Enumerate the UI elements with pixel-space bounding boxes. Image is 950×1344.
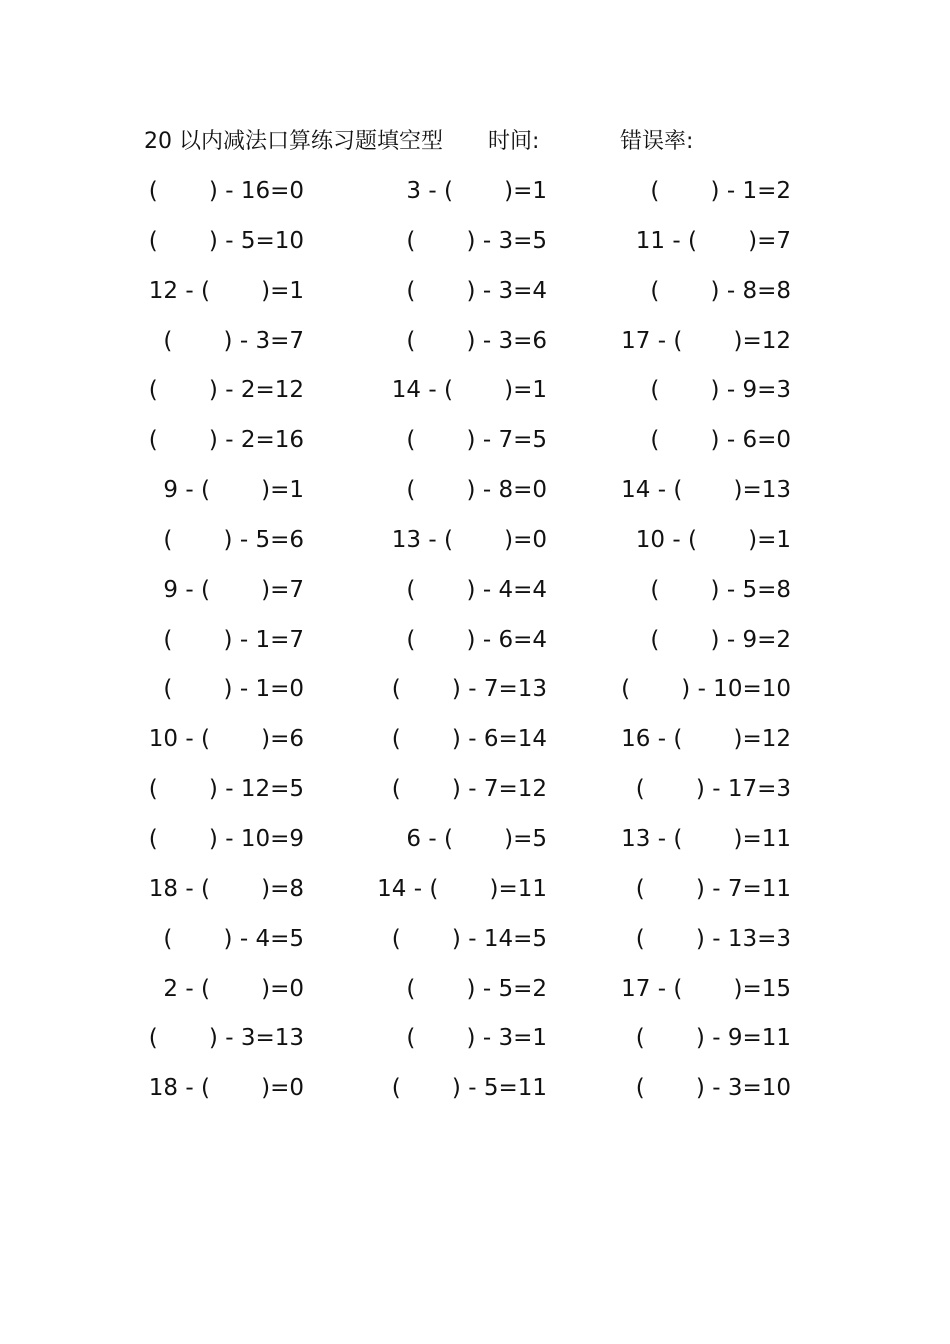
problem-row xyxy=(0,466,950,516)
problem: ( ) - 9=3 xyxy=(650,377,791,404)
problem: ( ) - 2=16 xyxy=(148,427,304,454)
problem-row xyxy=(0,815,950,865)
problem-row xyxy=(0,416,950,466)
problem: 17 - ( )=12 xyxy=(621,327,791,354)
problem: 9 - ( )=1 xyxy=(163,477,304,504)
problem: 14 - ( )=1 xyxy=(391,377,547,404)
problem-row xyxy=(0,217,950,267)
error-rate-label: 错误率: xyxy=(620,129,694,154)
problem-grid xyxy=(0,167,950,1114)
problem: ( ) - 5=6 xyxy=(163,526,304,553)
problem-row xyxy=(0,167,950,217)
problem: ( ) - 3=7 xyxy=(163,327,304,354)
problem-row xyxy=(0,317,950,367)
time-label: 时间: xyxy=(488,129,540,154)
problem: ( ) - 3=10 xyxy=(635,1075,791,1102)
problem: ( ) - 8=8 xyxy=(650,277,791,304)
problem: 16 - ( )=12 xyxy=(621,726,791,753)
problem: ( ) - 17=3 xyxy=(635,776,791,803)
problem: ( ) - 5=8 xyxy=(650,576,791,603)
problem-row xyxy=(0,267,950,317)
problem-row xyxy=(0,965,950,1015)
problem-row xyxy=(0,715,950,765)
problem: ( ) - 8=0 xyxy=(406,477,547,504)
problem: ( ) - 5=2 xyxy=(406,975,547,1002)
problem-row xyxy=(0,865,950,915)
problem: ( ) - 6=0 xyxy=(650,427,791,454)
problem-row xyxy=(0,566,950,616)
problem: 14 - ( )=11 xyxy=(377,875,547,902)
problem-row xyxy=(0,765,950,815)
problem: ( ) - 7=12 xyxy=(391,776,547,803)
problem-row xyxy=(0,516,950,566)
problem-row xyxy=(0,616,950,666)
problem-row xyxy=(0,1064,950,1114)
problem: ( ) - 6=4 xyxy=(406,626,547,653)
problem-row xyxy=(0,1014,950,1064)
problem-row xyxy=(0,915,950,965)
problem-row xyxy=(0,366,950,416)
problem: 17 - ( )=15 xyxy=(621,975,791,1002)
problem: 18 - ( )=8 xyxy=(148,875,304,902)
problem: ( ) - 3=5 xyxy=(406,227,547,254)
problem: ( ) - 13=3 xyxy=(635,925,791,952)
problem: 12 - ( )=1 xyxy=(148,277,304,304)
problem: ( ) - 7=5 xyxy=(406,427,547,454)
problem: ( ) - 10=9 xyxy=(148,825,304,852)
worksheet-header xyxy=(0,124,950,160)
problem: ( ) - 1=7 xyxy=(163,626,304,653)
problem: 18 - ( )=0 xyxy=(148,1075,304,1102)
problem: ( ) - 3=4 xyxy=(406,277,547,304)
worksheet-title: 20 以内减法口算练习题填空型 xyxy=(144,129,443,154)
problem: ( ) - 1=0 xyxy=(163,676,304,703)
problem: ( ) - 9=11 xyxy=(635,1025,791,1052)
problem: 2 - ( )=0 xyxy=(163,975,304,1002)
problem: ( ) - 12=5 xyxy=(148,776,304,803)
problem: ( ) - 3=1 xyxy=(406,1025,547,1052)
problem: 13 - ( )=0 xyxy=(391,526,547,553)
problem: 10 - ( )=1 xyxy=(635,526,791,553)
problem: 9 - ( )=7 xyxy=(163,576,304,603)
problem: 6 - ( )=5 xyxy=(406,825,547,852)
problem: ( ) - 7=13 xyxy=(391,676,547,703)
problem: ( ) - 4=4 xyxy=(406,576,547,603)
problem: ( ) - 4=5 xyxy=(163,925,304,952)
problem: ( ) - 6=14 xyxy=(391,726,547,753)
problem: 10 - ( )=6 xyxy=(148,726,304,753)
problem: ( ) - 7=11 xyxy=(635,875,791,902)
problem: ( ) - 3=13 xyxy=(148,1025,304,1052)
problem: ( ) - 14=5 xyxy=(391,925,547,952)
problem: 3 - ( )=1 xyxy=(406,178,547,204)
problem: ( ) - 1=2 xyxy=(650,178,791,204)
problem: ( ) - 5=11 xyxy=(391,1075,547,1102)
problem: 14 - ( )=13 xyxy=(621,477,791,504)
problem: ( ) - 2=12 xyxy=(148,377,304,404)
problem: ( ) - 5=10 xyxy=(148,227,304,254)
problem: ( ) - 10=10 xyxy=(621,676,791,703)
problem: 11 - ( )=7 xyxy=(635,227,791,254)
problem: ( ) - 9=2 xyxy=(650,626,791,653)
problem: 13 - ( )=11 xyxy=(621,825,791,852)
problem: ( ) - 3=6 xyxy=(406,327,547,354)
problem-row xyxy=(0,665,950,715)
problem: ( ) - 16=0 xyxy=(148,178,304,204)
